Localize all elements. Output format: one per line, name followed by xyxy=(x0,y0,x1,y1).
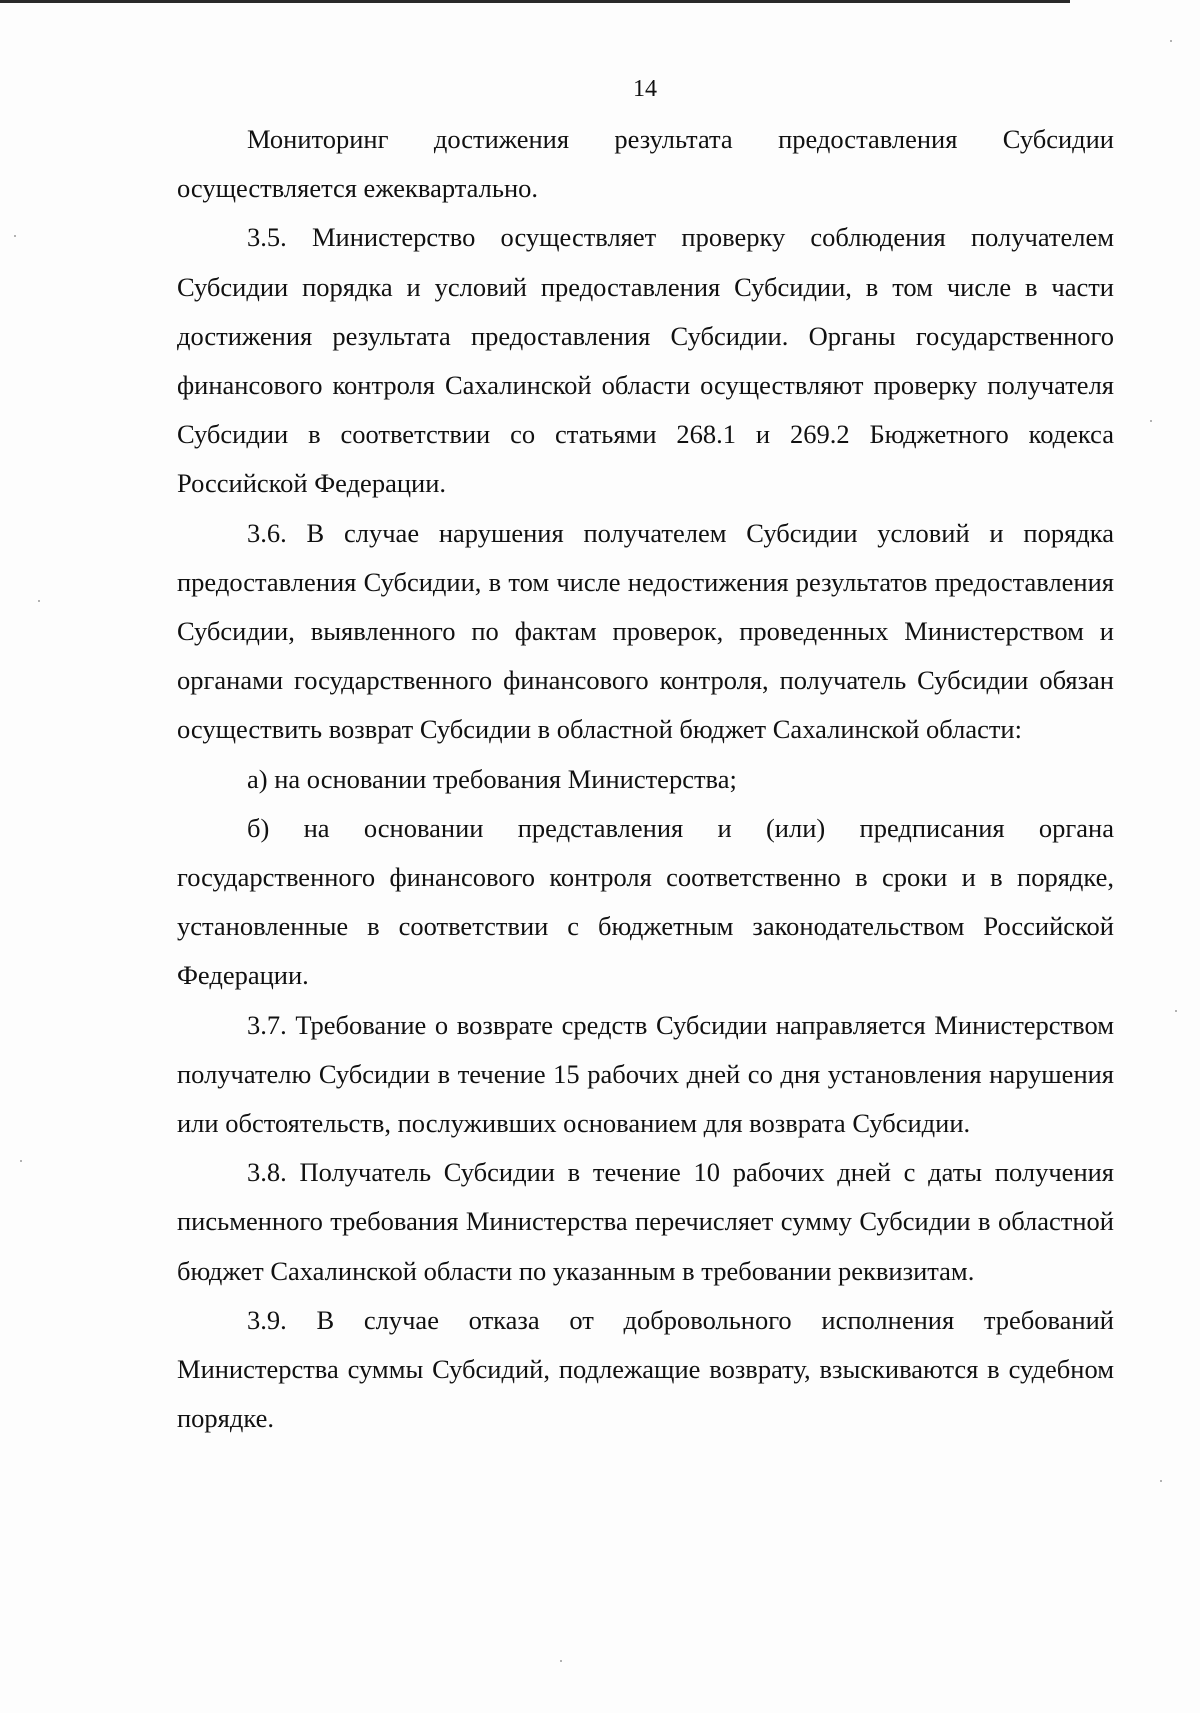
page-number: 14 xyxy=(633,76,657,102)
paragraph-3-6: 3.6. В случае нарушения получателем Субсидии условий и порядка предоставления Субсидии, в том числе недостижения результатов предоставления Субсидии, выявленного по фактам проверок, проведенных Министерством и органами государственного финансового контроля, получатель Субсидии обязан осуществить возврат Субсидии в областной бюджет Сахалинской области: xyxy=(177,517,1114,745)
paragraph-3-8: 3.8. Получатель Субсидии в течение 10 рабочих дней с даты получения письменного требования Министерства перечисляет сумму Субсидии в областной бюджет Сахалинской области по указанным в требовании реквизитам. xyxy=(177,1157,1114,1286)
paragraph-3-9: 3.9. В случае отказа от добровольного исполнения требований Министерства суммы Субсидий, подлежащие возврату, взыскиваются в судебном порядке. xyxy=(177,1304,1114,1434)
paragraph-3-6-b: б) на основании представления и (или) предписания органа государственного финансового контроля соответственно в сроки и в порядке, установленные в соответствии с бюджетным законодательством Российской Федерации. xyxy=(177,812,1114,991)
scan-speck xyxy=(560,1660,562,1662)
scan-speck xyxy=(1175,1010,1177,1012)
scan-speck xyxy=(14,235,16,237)
paragraph-3-6-a: а) на основании требования Министерства; xyxy=(247,763,737,794)
scan-speck xyxy=(1150,420,1152,422)
scan-speck xyxy=(1170,40,1172,42)
scan-speck xyxy=(1160,1480,1162,1482)
scan-speck xyxy=(20,1160,22,1162)
paragraph-3-7: 3.7. Требование о возврате средств Субсидии направляется Министерством получателю Субсидии в течение 15 рабочих дней со дня установления нарушения или обстоятельств, послуживших основанием для возврата Субсидии. xyxy=(177,1009,1114,1139)
scan-top-edge xyxy=(0,0,1070,3)
scan-speck xyxy=(38,600,40,602)
paragraph-3-5: 3.5. Министерство осуществляет проверку соблюдения получателем Субсидии порядка и условий предоставления Субсидии, в том числе в части достижения результата предоставления Субсидии. Органы государственного финансового контроля Сахалинской области осуществляют проверку получателя Субсидии в соответствии со статьями 268.1 и 269.2 Бюджетного кодекса Российской Федерации. xyxy=(177,222,1114,499)
document-body xyxy=(177,115,1114,1443)
paragraph-monitoring: Мониторинг достижения результата предоставления Субсидии осуществляется ежеквартально. xyxy=(177,124,1114,204)
